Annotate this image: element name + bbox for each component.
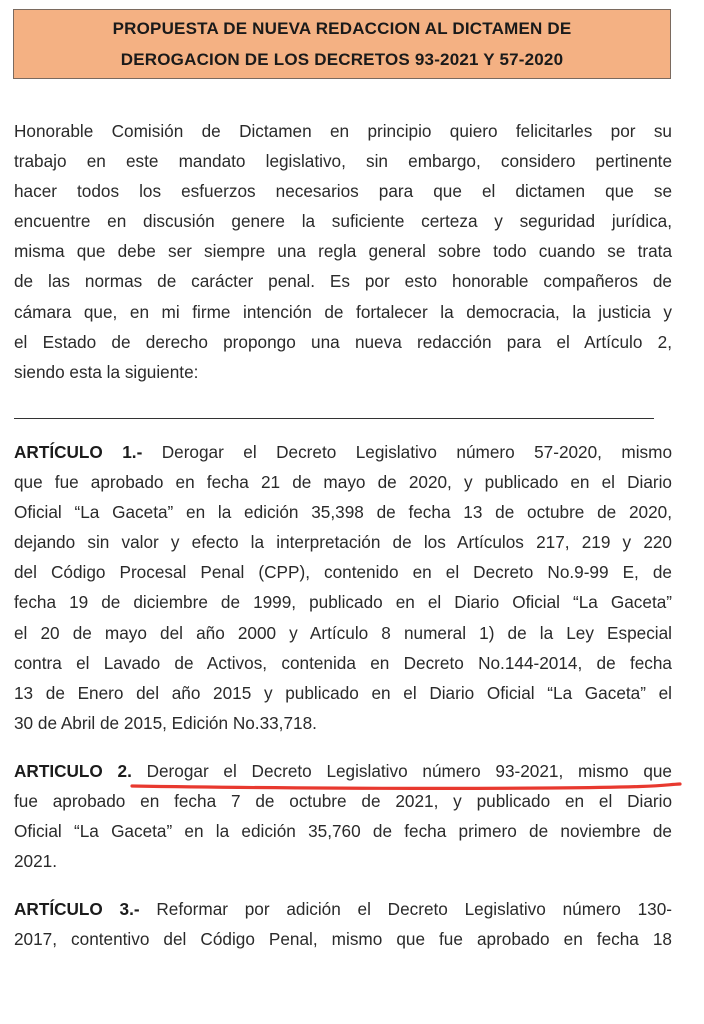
article-2-line: Oficial “La Gaceta” en la edición 35,760 de fecha primero de noviembre de [14,821,672,842]
intro-line: hacer todos los esfuerzos necesarios para que el dictamen que se [14,181,672,202]
intro-line: encuentre en discusión genere la suficiente certeza y seguridad jurídica, [14,211,672,232]
article-1-paragraph [14,437,672,738]
intro-line: siendo esta la siguiente: [14,361,199,382]
intro-line: de las normas de carácter penal. Es por esto honorable compañeros de [14,271,672,292]
article-2-line: 2021. [14,851,58,872]
red-underline-stroke [132,784,680,788]
intro-paragraph [14,116,672,387]
article-3-heading: ARTÍCULO 3.- [14,899,140,919]
intro-line: el Estado de derecho propongo una nueva redacción para el Artículo 2, [14,331,672,352]
intro-line: Honorable Comisión de Dictamen en principio quiero felicitarles por su [14,121,672,141]
article-3-first-line [14,894,672,924]
intro-line: trabajo en este mandato legislativo, sin embargo, considero pertinente [14,151,672,172]
document-title-line-2: DEROGACION DE LOS DECRETOS 93-2021 Y 57-2020 [120,50,564,69]
intro-line: cámara que, en mi firme intención de fortalecer la democracia, la justicia y [14,301,672,322]
article-1-line: contra el Lavado de Activos, contenida en Decreto No.144-2014, de fecha [14,652,672,673]
article-1-line: el 20 de mayo del año 2000 y Artículo 8 numeral 1) de la Ley Especial [14,622,672,643]
article-3-line: 2017, contentivo del Código Penal, mismo que fue aprobado en fecha 18 [14,929,672,950]
article-2-paragraph [14,756,672,876]
red-highlight-underline [130,779,682,793]
article-1-first-line [14,437,672,467]
article-1-line: fecha 19 de diciembre de 1999, publicado en el Diario Oficial “La Gaceta” [14,592,672,613]
document-title-line-1: PROPUESTA DE NUEVA REDACCION AL DICTAMEN DE [112,19,572,38]
article-1-line: dejando sin valor y efecto la interpretación de los Artículos 217, 219 y 220 [14,532,672,553]
intro-line: misma que debe ser siempre una regla general sobre todo cuando se trata [14,241,672,262]
document-title-box [13,9,671,79]
article-3-first-line-text: Reformar por adición el Decreto Legislativo número 130- [139,899,673,919]
article-1-first-line-text: Derogar el Decreto Legislativo número 57-2020, mismo [142,442,672,462]
article-3-paragraph [14,894,672,954]
section-divider [14,418,654,419]
article-2-heading: ARTICULO 2. [14,761,132,781]
article-1-heading: ARTÍCULO 1.- [14,442,143,462]
article-1-line: Oficial “La Gaceta” en la edición 35,398 de fecha 13 de octubre de 2020, [14,502,672,523]
article-2-line: fue aprobado en fecha 7 de octubre de 2021, y publicado en el Diario [14,791,672,812]
article-1-line: 13 de Enero del año 2015 y publicado en el Diario Oficial “La Gaceta” el [14,682,672,703]
article-2-first-line-text: Derogar el Decreto Legislativo número 93-2021, mismo que [131,761,672,781]
article-1-line: del Código Procesal Penal (CPP), contenido en el Decreto No.9-99 E, de [14,562,672,583]
article-1-line: 30 de Abril de 2015, Edición No.33,718. [14,712,317,733]
article-1-line: que fue aprobado en fecha 21 de mayo de 2020, y publicado en el Diario [14,472,672,493]
